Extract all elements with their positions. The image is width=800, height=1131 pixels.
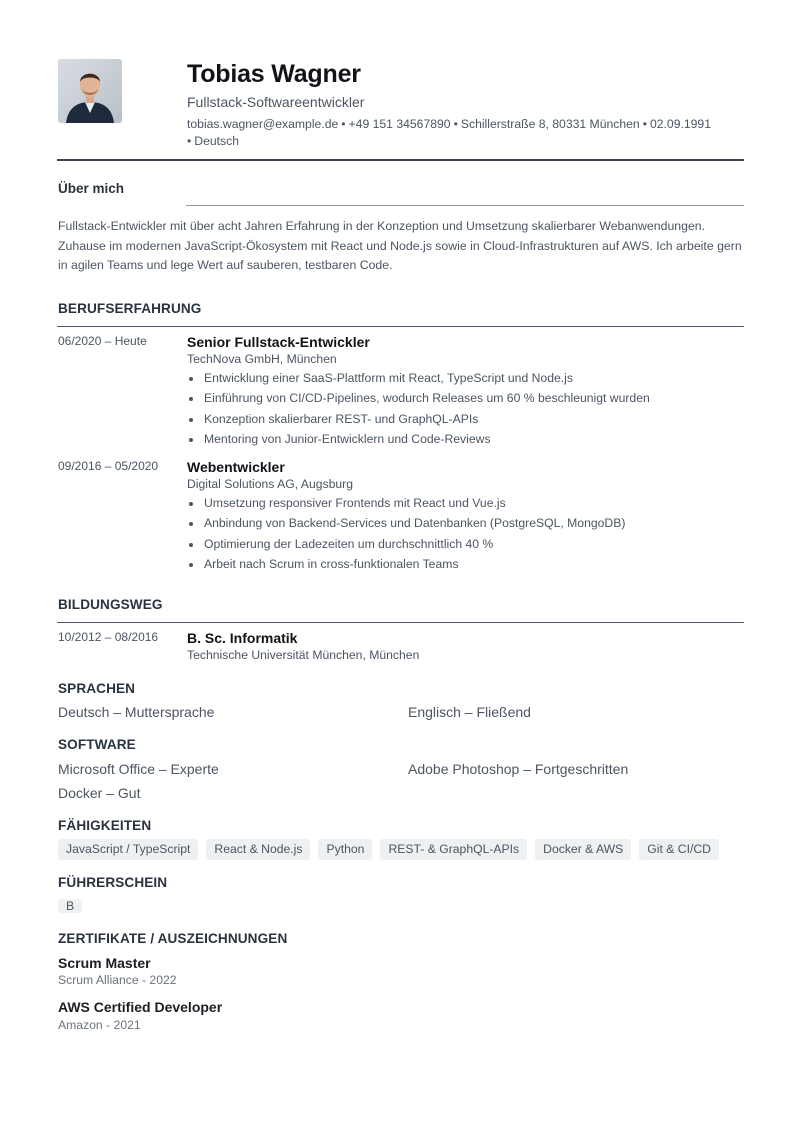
software-item: Docker – Gut (58, 785, 141, 801)
list-item: Anbindung von Backend-Services und Datenbanken (PostgreSQL, MongoDB) (187, 513, 625, 533)
language-item: Englisch – Fließend (408, 704, 531, 720)
about-heading: Über mich (58, 181, 125, 196)
entry-date: 09/2016 – 05/2020 (58, 459, 159, 473)
certificate-issuer: Scrum Alliance - 2022 (58, 973, 177, 987)
experience-heading: BERUFSERFAHRUNG (58, 301, 202, 316)
skills-list (58, 839, 719, 860)
entry-company: Digital Solutions AG, Augsburg (187, 477, 353, 491)
profile-photo (58, 59, 122, 123)
phone[interactable]: +49 151 34567890 (348, 117, 451, 131)
skill-chip: React & Node.js (206, 839, 310, 860)
skill-chip: JavaScript / TypeScript (58, 839, 198, 860)
skill-chip: Python (318, 839, 372, 860)
entry-date: 10/2012 – 08/2016 (58, 630, 159, 644)
education-divider (57, 622, 744, 623)
address: Schillerstraße 8, 80331 München (460, 117, 640, 131)
entry-role: Senior Fullstack-Entwickler (187, 334, 370, 350)
list-item: Mentoring von Junior-Entwicklern und Code-Reviews (187, 429, 650, 449)
certificate-title: Scrum Master (58, 955, 151, 971)
languages-heading: SPRACHEN (58, 681, 136, 696)
person-portrait-icon (58, 59, 122, 123)
list-item: Arbeit nach Scrum in cross-funktionalen Teams (187, 554, 625, 574)
skill-chip: REST- & GraphQL-APIs (380, 839, 527, 860)
skills-heading: FÄHIGKEITEN (58, 818, 152, 833)
language-item: Deutsch – Muttersprache (58, 704, 215, 720)
certificate-issuer: Amazon - 2021 (58, 1018, 141, 1032)
nationality: Deutsch (194, 133, 239, 148)
list-item: Optimierung der Ladezeiten um durchschnittlich 40 % (187, 534, 625, 554)
list-item: Entwicklung einer SaaS-Plattform mit React, TypeScript und Node.js (187, 368, 650, 388)
education-heading: BILDUNGSWEG (58, 597, 163, 612)
list-item: Umsetzung responsiver Frontends mit React und Vue.js (187, 493, 625, 513)
experience-divider (57, 326, 744, 327)
contact-line (187, 116, 747, 149)
about-divider (186, 205, 744, 206)
list-item: Konzeption skalierbarer REST- und GraphQL-APIs (187, 409, 650, 429)
entry-bullets (187, 493, 625, 574)
software-item: Adobe Photoshop – Fortgeschritten (408, 761, 629, 777)
licence-heading: FÜHRERSCHEIN (58, 875, 168, 890)
email[interactable]: tobias.wagner@example.de (187, 117, 339, 131)
job-title: Fullstack-Softwareentwickler (187, 94, 365, 110)
separator: • (642, 117, 647, 131)
entry-date: 06/2020 – Heute (58, 334, 147, 348)
software-heading: SOFTWARE (58, 737, 136, 752)
entry-role: Webentwickler (187, 459, 285, 475)
about-text: Fullstack-Entwickler mit über acht Jahren Erfahrung in der Konzeption und Umsetzung skalierbarer Webanwendungen. Zuhause im modernen JavaScript-Ökosystem mit React und Node.js sowie in Cloud-Infrastrukturen auf AWS. Ich arbeite gern in agilen Teams und lege Wert auf sauberen, testbaren Code. (58, 219, 742, 273)
entry-bullets (187, 368, 650, 449)
software-item: Microsoft Office – Experte (58, 761, 219, 777)
separator: • (341, 117, 346, 131)
header-divider (57, 159, 744, 161)
candidate-name: Tobias Wagner (187, 60, 361, 88)
birthdate: 02.09.1991 (649, 117, 711, 131)
entry-company: TechNova GmbH, München (187, 352, 337, 366)
entry-degree: B. Sc. Informatik (187, 630, 298, 646)
certificate-title: AWS Certified Developer (58, 999, 223, 1015)
skill-chip: Git & CI/CD (639, 839, 719, 860)
entry-institution: Technische Universität München, München (187, 648, 420, 662)
skill-chip: Docker & AWS (535, 839, 631, 860)
licence-chip: B (58, 899, 82, 913)
separator: • (187, 133, 192, 148)
certificates-heading: ZERTIFIKATE / AUSZEICHNUNGEN (58, 931, 288, 946)
separator: • (453, 117, 458, 131)
licence-list (58, 896, 82, 917)
list-item: Einführung von CI/CD-Pipelines, wodurch Releases um 60 % beschleunigt wurden (187, 388, 650, 408)
